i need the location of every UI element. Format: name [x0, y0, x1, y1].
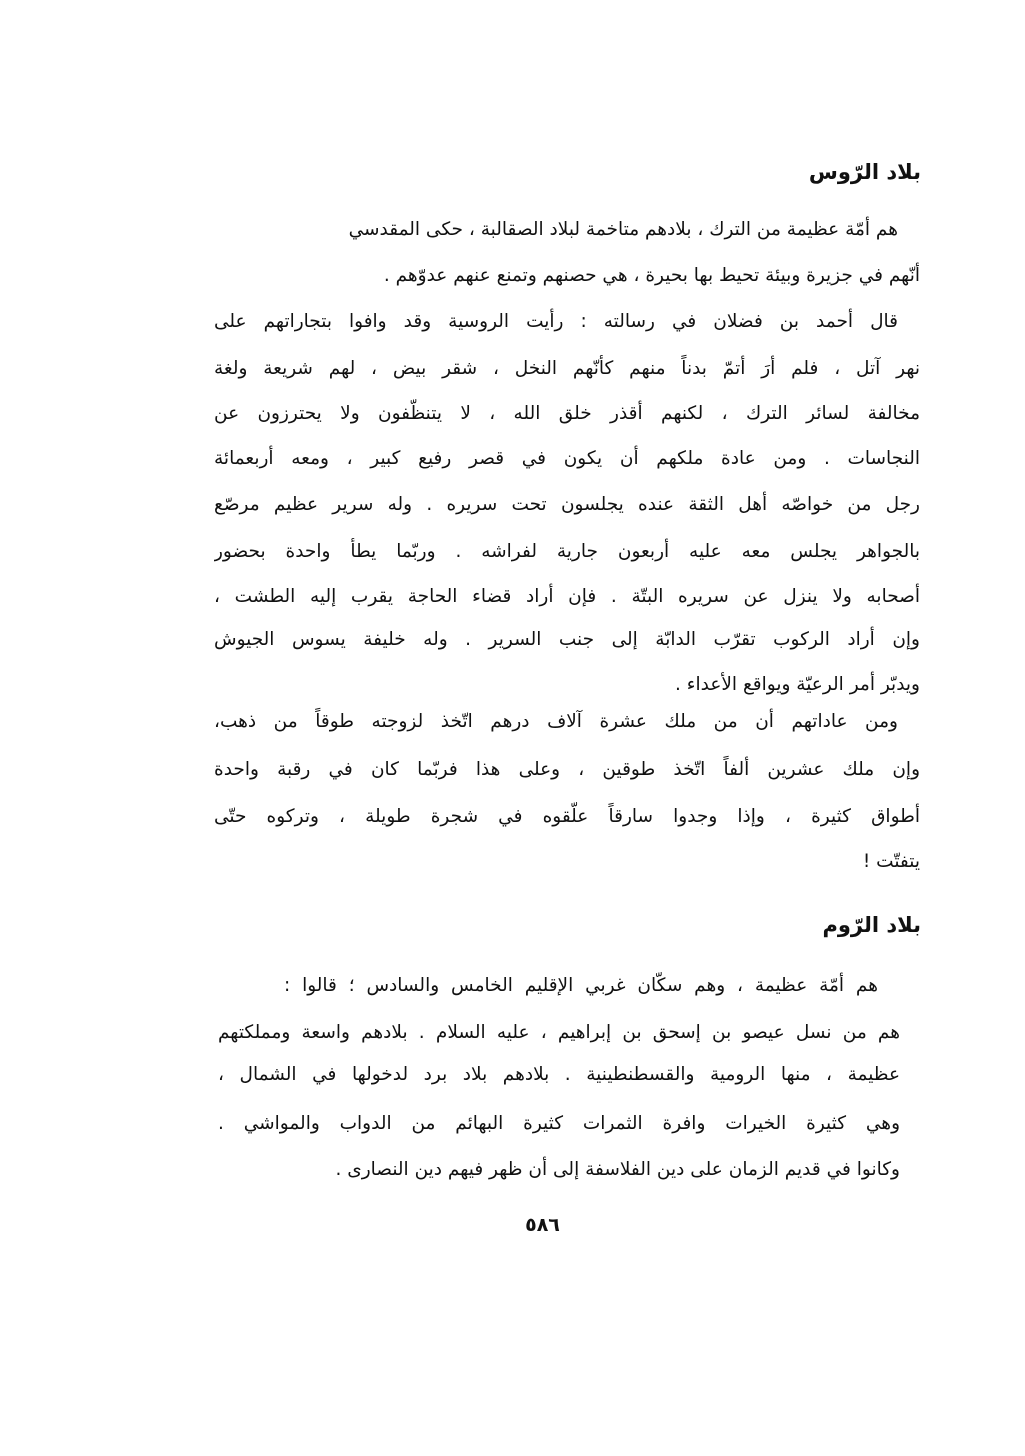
text-line: رجل من خواصّه أهل الثقة عنده يجلسون تحت سريره . وله سرير عظيم مرصّع [214, 494, 920, 515]
text-line: ومن عاداتهم أن من ملك عشرة آلاف درهم اتّخذ لزوجته طوقاً من ذهب، [214, 711, 898, 732]
text-line: يتفتّت ! [862, 851, 920, 872]
text-line: وإن ملك عشرين ألفاً اتّخذ طوقين ، وعلى هذا فربّما كان في رقبة واحدة [214, 759, 920, 780]
text-line: هم أمّة عظيمة ، وهم سكّان غربي الإقليم الخامس والسادس ؛ قالوا : [284, 975, 878, 996]
text-line: هم من نسل عيصو بن إسحق بن إبراهيم ، عليه السلام . بلادهم واسعة ومملكتهم [218, 1022, 900, 1043]
text-line: أصحابه ولا ينزل عن سريره البتّة . فإن أراد قضاء الحاجة يقرب إليه الطشت ، [214, 586, 920, 607]
text-line: نهر آتل ، فلم أرَ أتمّ بدناً منهم كأنّهم النخل ، شقر بيض ، لهم شريعة ولغة [214, 358, 920, 379]
text-line: بالجواهر يجلس معه عليه أربعون جارية لفراشه . وربّما يطأ واحدة بحضور [214, 541, 920, 562]
text-line: ويدبّر أمر الرعيّة ويواقع الأعداء . [675, 674, 920, 695]
text-line: أنّهم في جزيرة وبيئة تحيط بها بحيرة ، هي حصنهم وتمنع عنهم عدوّهم . [383, 265, 920, 286]
section-heading-rum: بلاد الرّوم [822, 913, 921, 937]
text-line: قال أحمد بن فضلان في رسالته : رأيت الروسية وقد وافوا بتجاراتهم على [214, 311, 898, 332]
text-line: النجاسات . ومن عادة ملكهم أن يكون في قصر رفيع كبير ، ومعه أربعمائة [214, 448, 920, 469]
text-line: أطواق كثيرة ، وإذا وجدوا سارقاً علّقوه في شجرة طويلة ، وتركوه حتّى [214, 806, 920, 827]
text-line: وهي كثيرة الخيرات وافرة الثمرات كثيرة البهائم من الدواب والمواشي . [218, 1113, 900, 1134]
text-line: وكانوا في قديم الزمان على دين الفلاسفة إلى أن ظهر فيهم دين النصارى . [335, 1159, 900, 1180]
text-line: وإن أراد الركوب تقرّب الدابّة إلى جنب السرير . وله خليفة يسوس الجيوش [214, 629, 920, 650]
text-line: هم أمّة عظيمة من الترك ، بلادهم متاخمة لبلاد الصقالبة ، حكى المقدسي [348, 219, 898, 240]
section-heading-rus: بلاد الرّوس [808, 160, 921, 184]
page-number: ٥٨٦ [525, 1214, 560, 1236]
text-line: عظيمة ، منها الرومية والقسطنطينية . بلادهم بلاد برد لدخولها في الشمال ، [218, 1064, 900, 1085]
text-line: مخالفة لسائر الترك ، لكنهم أقذر خلق الله ، لا يتنظّفون ولا يحترزون عن [214, 403, 920, 424]
